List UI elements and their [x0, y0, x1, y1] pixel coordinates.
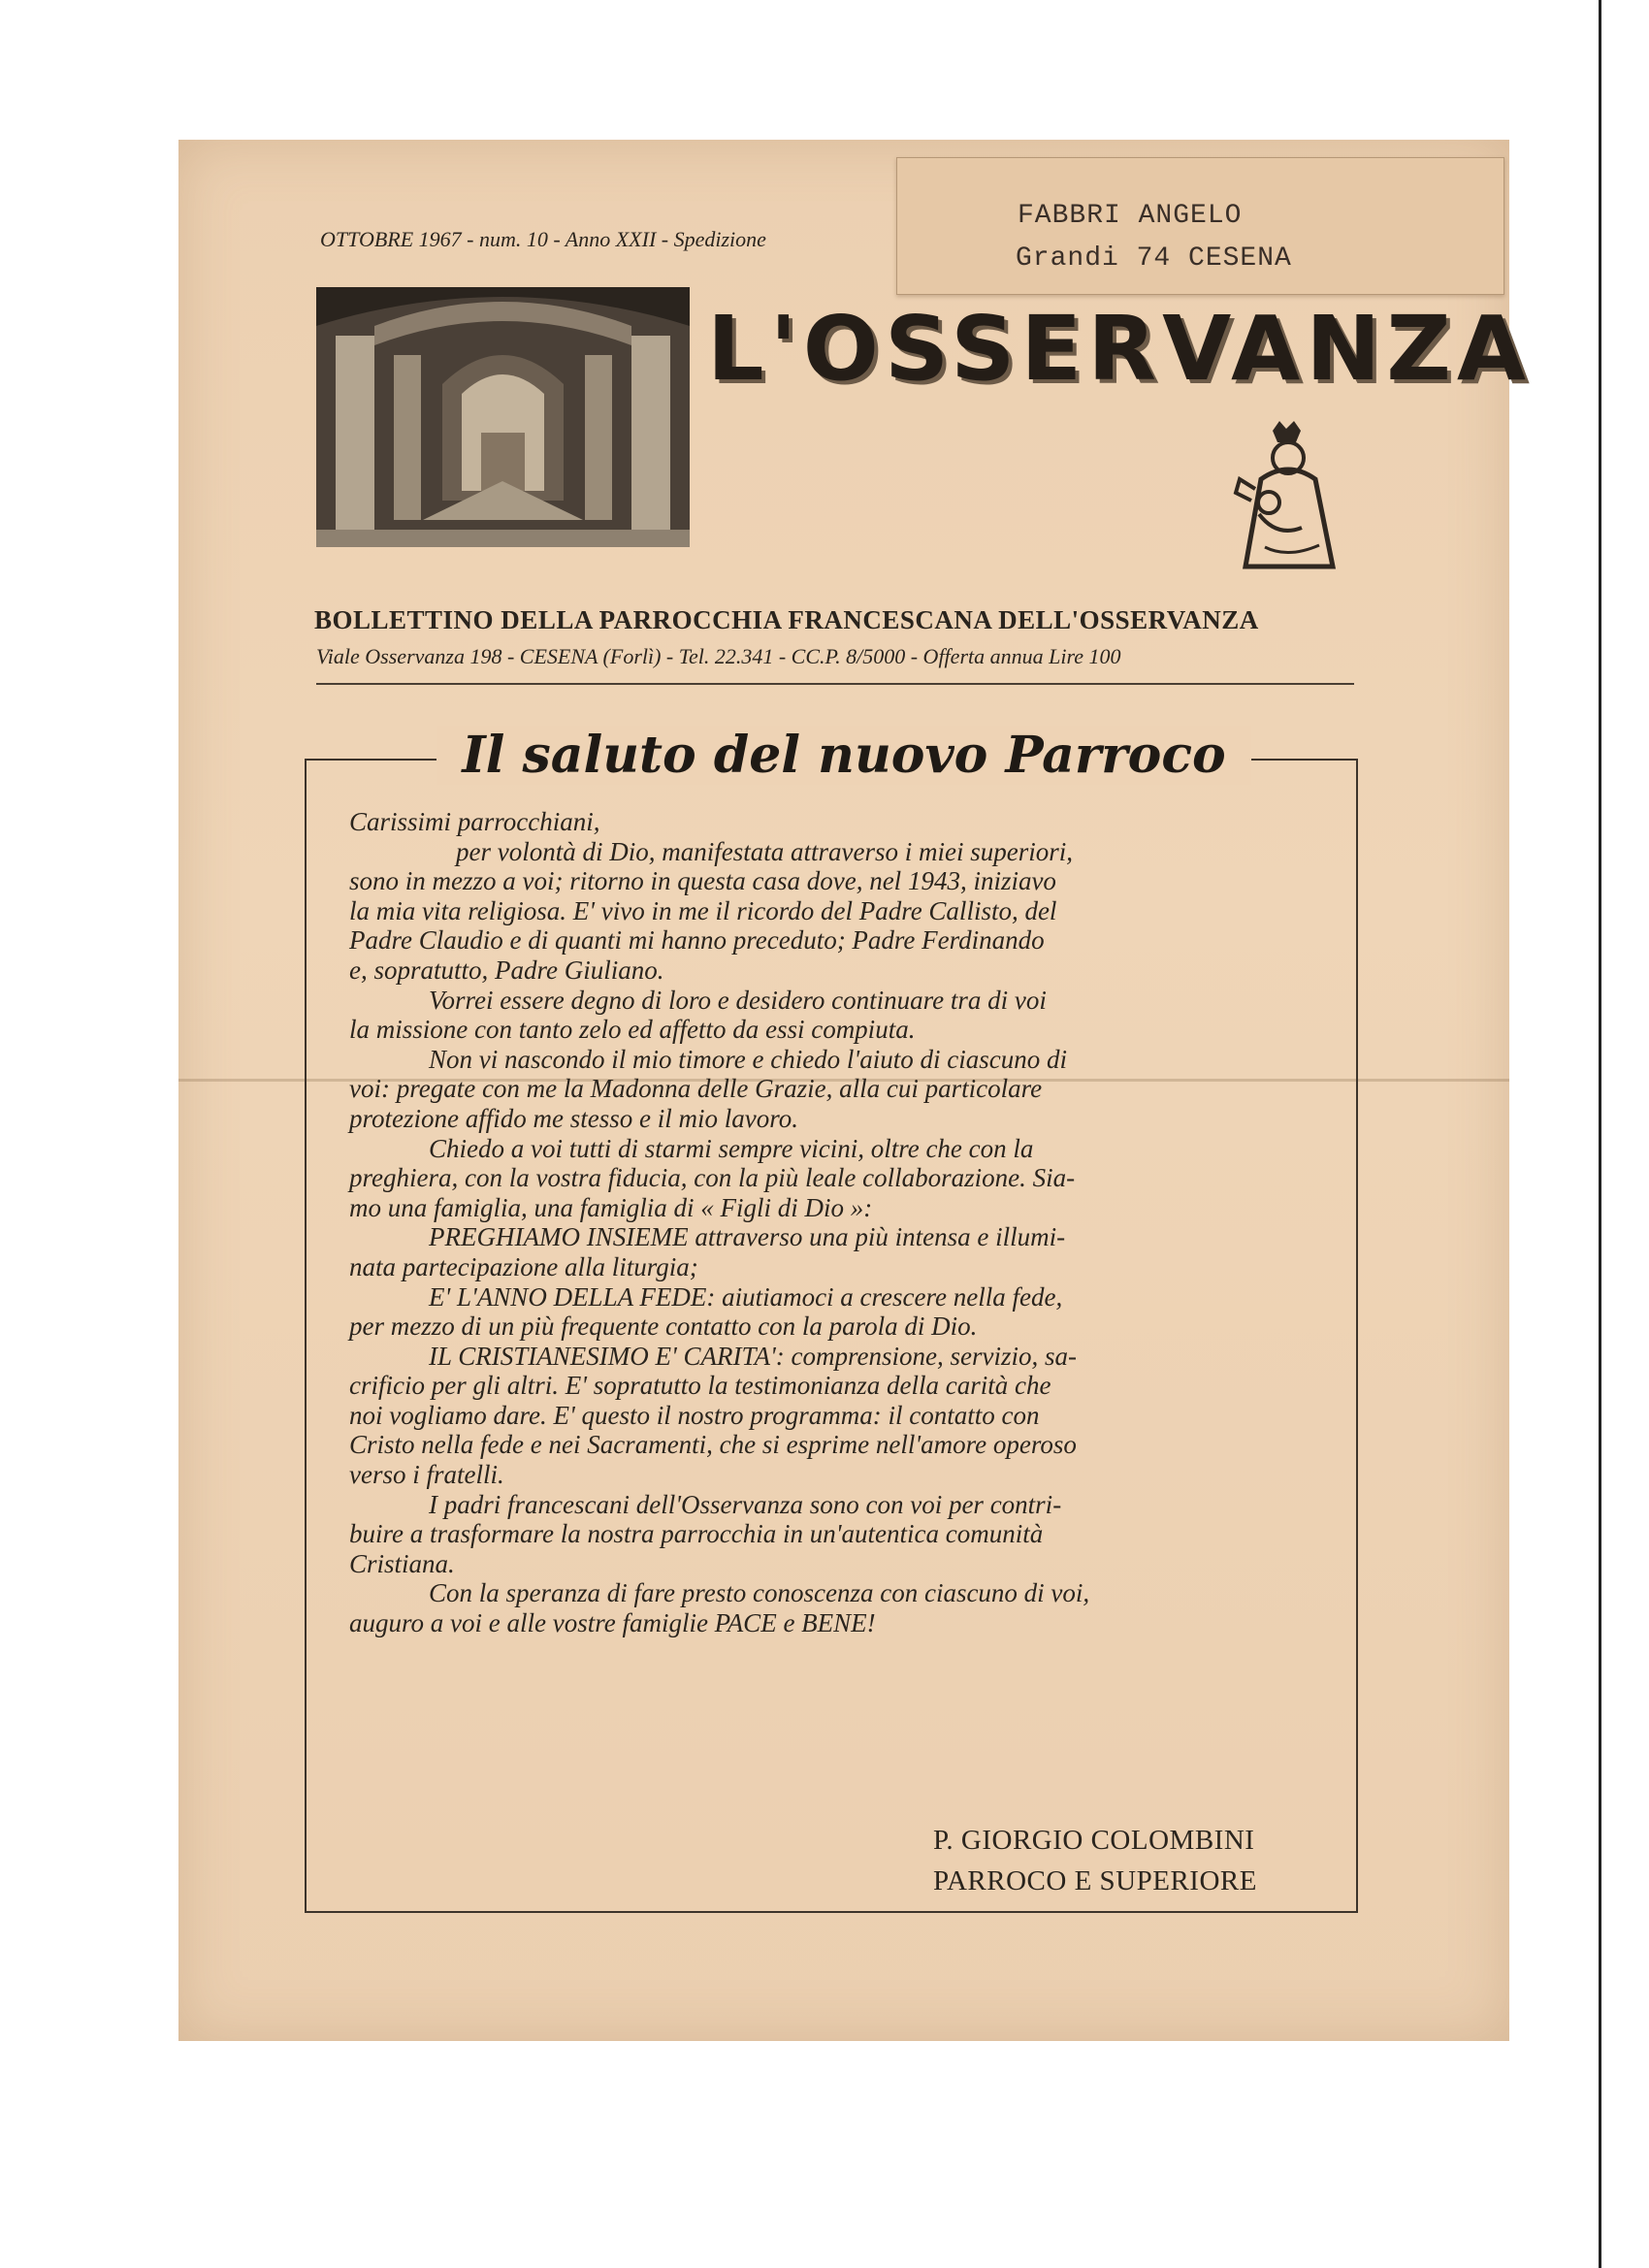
bulletin-contact-info: Viale Osservanza 198 - CESENA (Forlì) - Tel. 22.341 - CC.P. 8/5000 - Offerta annua Lire 100	[316, 644, 1121, 668]
address-street: Grandi 74 CESENA	[1016, 243, 1292, 274]
letter-line: IL CRISTIANESIMO E' CARITA': comprensione, servizio, sa-	[429, 1341, 1077, 1371]
letter-line: preghiera, con la vostra fiducia, con la più leale collaborazione. Sia-	[349, 1163, 1076, 1193]
letter-line: Cristiana.	[349, 1548, 455, 1578]
address-name: FABBRI ANGELO	[1018, 201, 1243, 231]
letter-body	[349, 807, 1319, 1638]
issue-line: OTTOBRE 1967 - num. 10 - Anno XXII - Spedizione	[320, 227, 766, 251]
letter-line: voi: pregate con me la Madonna delle Grazie, alla cui particolare	[349, 1074, 1043, 1104]
address-label	[896, 157, 1504, 295]
letter-line: per volontà di Dio, manifestata attraverso i miei superiori,	[456, 836, 1073, 866]
madonna-and-child-icon	[1226, 421, 1352, 576]
masthead-title: L'OSSERVANZA	[707, 297, 1533, 401]
letter-line: per mezzo di un più frequente contatto con la parola di Dio.	[349, 1312, 978, 1342]
letter-line: Carissimi parrocchiani,	[349, 807, 600, 836]
letter-line: Vorrei essere degno di loro e desidero continuare tra di voi	[429, 985, 1047, 1015]
letter-line: I padri francescani dell'Osservanza sono con voi per contri-	[429, 1489, 1062, 1519]
letter-line: PREGHIAMO INSIEME attraverso una più intensa e illumi-	[429, 1222, 1066, 1252]
scan-border-line	[1599, 0, 1601, 2268]
letter-line: buire a trasformare la nostra parrocchia in un'autentica comunità	[349, 1519, 1044, 1549]
letter-line: sono in mezzo a voi; ritorno in questa casa dove, nel 1943, iniziavo	[349, 866, 1056, 896]
letter-line: noi vogliamo dare. E' questo il nostro programma: il contatto con	[349, 1400, 1040, 1430]
letter-line: nata partecipazione alla liturgia;	[349, 1251, 698, 1281]
church-interior-photo	[316, 287, 690, 547]
letter-line: Padre Claudio e di quanti mi hanno preceduto; Padre Ferdinando	[349, 925, 1045, 956]
letter-line: e, sopratutto, Padre Giuliano.	[349, 955, 664, 985]
letter-line: la missione con tanto zelo ed affetto da essi compiuta.	[349, 1015, 916, 1045]
letter-line: E' L'ANNO DELLA FEDE: aiutiamoci a crescere nella fede,	[429, 1281, 1063, 1312]
letter-line: Con la speranza di fare presto conoscenza con ciascuno di voi,	[429, 1578, 1090, 1608]
letter-line: crificio per gli altri. E' sopratutto la testimonianza della carità che	[349, 1371, 1051, 1401]
newsletter-page	[178, 140, 1533, 2041]
letter-line: verso i fratelli.	[349, 1460, 504, 1490]
article-headline	[264, 726, 1424, 785]
signature-role: PARROCO E SUPERIORE	[933, 1865, 1257, 1896]
letter-line: Non vi nascondo il mio timore e chiedo l'aiuto di ciascuno di	[429, 1044, 1067, 1074]
headline-text: Il saluto del nuovo Parroco	[436, 726, 1250, 785]
letter-line: Chiedo a voi tutti di starmi sempre vicini, oltre che con la	[429, 1133, 1034, 1163]
signature-block	[933, 1820, 1257, 1901]
letter-line: mo una famiglia, una famiglia di « Figli di Dio »:	[349, 1192, 873, 1222]
header-divider	[316, 683, 1354, 685]
signature-name: P. GIORGIO COLOMBINI	[933, 1825, 1255, 1856]
letter-line: Cristo nella fede e nei Sacramenti, che si esprime nell'amore operoso	[349, 1430, 1077, 1460]
letter-line: auguro a voi e alle vostre famiglie PACE e BENE!	[349, 1608, 876, 1638]
bulletin-title: BOLLETTINO DELLA PARROCCHIA FRANCESCANA DELL'OSSERVANZA	[314, 605, 1259, 634]
letter-line: protezione affido me stesso e il mio lavoro.	[349, 1103, 798, 1133]
letter-line: la mia vita religiosa. E' vivo in me il ricordo del Padre Callisto, del	[349, 895, 1057, 925]
